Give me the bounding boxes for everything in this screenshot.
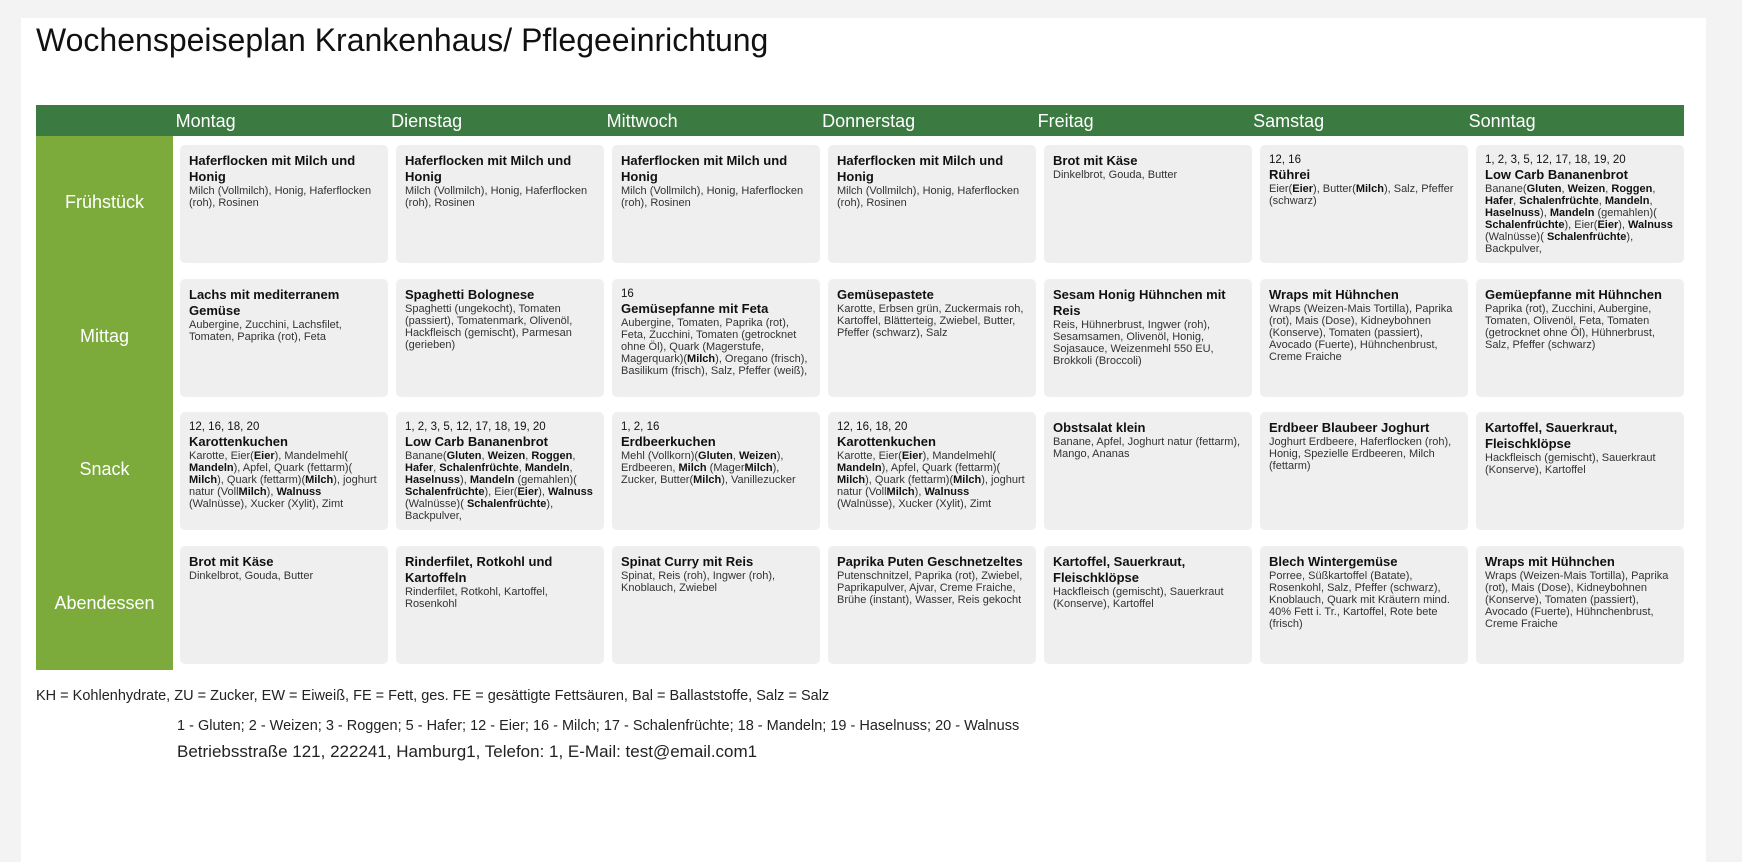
dish-ingredients: Wraps (Weizen-Mais Tortilla), Paprika (rot), Mais (Dose), Kidneybohnen (Konserve), Tomaten (passiert), Avocado (Fuerte), Hühnchenbrust, Creme Fraiche: [1269, 302, 1453, 363]
allergen-highlight: Milch: [837, 474, 866, 486]
dish-title: Karottenkuchen: [189, 434, 288, 449]
dish-title: Haferflocken mit Milch und Honig: [837, 153, 1004, 184]
dish-title: Erdbeer Blaubeer Joghurt: [1269, 420, 1430, 435]
dish-title: Brot mit Käse: [1053, 153, 1138, 168]
dish-title: Brot mit Käse: [189, 553, 274, 569]
allergen-highlight: Schalenfrüchte: [1485, 219, 1565, 231]
allergen-highlight: Hafer: [1485, 195, 1514, 207]
allergen-highlight: Schalenfrüchte: [1546, 231, 1627, 243]
dish-ingredients: Milch (Vollmilch), Honig, Haferflocken (roh), Rosinen: [837, 185, 1020, 209]
dish-ingredients: Paprika (rot), Zucchini, Aubergine, Tomaten, Olivenöl, Feta, Tomaten (getrocknet ohne Öl), Hühnerbrust, Salz, Pfeffer (schwarz): [1485, 302, 1655, 351]
dish-title: Rinderfilet, Rotkohl und Kartoffeln: [405, 553, 553, 585]
meal-cell[interactable]: [1476, 279, 1684, 397]
meal-cell[interactable]: [1476, 546, 1684, 664]
allergen-legend: 1 - Gluten; 2 - Weizen; 3 - Roggen; 5 - Hafer; 12 - Eier; 16 - Milch; 17 - Schalenfrüchte; 18 - Mandeln; 19 - Haselnuss; 20 - Walnuss: [177, 718, 1020, 734]
dish-title: Haferflocken mit Milch und Honig: [405, 153, 572, 184]
allergen-codes: 16: [621, 287, 634, 300]
dish-ingredients: Dinkelbrot, Gouda, Butter: [189, 569, 314, 582]
abbreviations-note: KH = Kohlenhydrate, ZU = Zucker, EW = Eiweiß, FE = Fett, ges. FE = gesättigte Fettsäuren, Bal = Ballaststoffe, Salz = Salz: [36, 688, 830, 704]
meal-cell[interactable]: [1260, 546, 1468, 664]
allergen-highlight: Milch: [693, 474, 722, 486]
dish-ingredients: Karotte, Erbsen grün, Zuckermais roh, Kartoffel, Blätterteig, Zwiebel, Butter, Pfeffer (schwarz), Salz: [837, 302, 1024, 339]
allergen-highlight: Schalenfrüchte: [405, 486, 485, 498]
meal-cell[interactable]: [180, 145, 388, 263]
meal-row: [36, 537, 1684, 671]
dish-title: Kartoffel, Sauerkraut, Fleischklöpse: [1485, 420, 1618, 451]
meal-cell[interactable]: [180, 412, 388, 530]
allergen-highlight: Eier: [253, 450, 275, 462]
allergen-highlight: Milch: [678, 462, 707, 474]
allergen-codes: 1, 2, 16: [621, 421, 660, 433]
meal-cell[interactable]: [396, 412, 604, 530]
allergen-highlight: Eier: [1597, 219, 1619, 231]
meal-cells: [173, 403, 1684, 537]
contact-address: Betriebsstraße 121, 222241, Hamburg1, Telefon: 1, E-Mail: test@email.com1: [177, 742, 758, 761]
allergen-highlight: Schalenfrüchte: [1519, 195, 1599, 207]
meal-cell[interactable]: [828, 546, 1036, 664]
dish-ingredients: Banane, Apfel, Joghurt natur (fettarm), Mango, Ananas: [1053, 436, 1241, 460]
meal-cell[interactable]: [1260, 412, 1468, 530]
dish-ingredients: Eier(Eier), Butter(Milch), Salz, Pfeffer (schwarz): [1269, 183, 1454, 207]
dish-title: Blech Wintergemüse: [1269, 553, 1398, 569]
day-header-samstag: Samstag: [1253, 111, 1325, 131]
dish-ingredients: Porree, Süßkartoffel (Batate), Rosenkohl, Salz, Pfeffer (schwarz), Knoblauch, Quark mit Kräutern mind. 40% Fett i. Tr., Kartoffel, Rote bete (frisch): [1269, 569, 1450, 630]
allergen-highlight: Milch: [886, 486, 915, 498]
day-header-row: [36, 105, 1684, 136]
dish-title: Wraps mit Hühnchen: [1269, 286, 1399, 302]
dish-ingredients: Dinkelbrot, Gouda, Butter: [1053, 169, 1178, 181]
dish-ingredients: Milch (Vollmilch), Honig, Haferflocken (roh), Rosinen: [405, 185, 588, 209]
allergen-highlight: Milch: [953, 474, 982, 486]
dish-ingredients: Spaghetti (ungekocht), Tomaten (passiert), Tomatenmark, Olivenöl, Hackfleisch (gemischt), Parmesan (gerieben): [405, 302, 573, 351]
dish-title: Wraps mit Hühnchen: [1485, 553, 1615, 569]
allergen-codes: 12, 16, 18, 20: [189, 421, 260, 433]
dish-title: Gemüsepastete: [837, 286, 934, 302]
allergen-highlight: Mandeln: [1549, 207, 1595, 219]
dish-ingredients: Wraps (Weizen-Mais Tortilla), Paprika (rot), Mais (Dose), Kidneybohnen (Konserve), Tomaten (passiert), Avocado (Fuerte), Hühnchenbrust, Creme Fraiche: [1485, 569, 1669, 630]
dish-ingredients: Reis, Hühnerbrust, Ingwer (roh), Sesamsamen, Olivenöl, Honig, Sojasauce, Weizenmehl 550 EU, Brokkoli (Broccoli): [1053, 318, 1214, 367]
allergen-codes: 12, 16: [1269, 154, 1301, 166]
dish-ingredients: Karotte, Eier(Eier), Mandelmehl( Mandeln), Apfel, Quark (fettarm)( Milch), Quark (fettarm)(Milch), joghurt natur (VollMilch), Walnuss (Walnüsse), Xucker (Xylit), Zimt: [837, 450, 1025, 510]
allergen-highlight: Eier: [901, 450, 923, 462]
dish-ingredients: Milch (Vollmilch), Honig, Haferflocken (roh), Rosinen: [189, 185, 372, 209]
allergen-highlight: Walnuss: [548, 486, 593, 498]
meal-cell[interactable]: [180, 279, 388, 397]
meal-row: [36, 403, 1684, 537]
meal-label: Mittag: [36, 270, 173, 404]
dish-title: Haferflocken mit Milch und Honig: [621, 153, 788, 184]
allergen-highlight: Weizen: [487, 450, 526, 462]
allergen-highlight: Mandeln: [469, 474, 515, 486]
dish-title: Rührei: [1269, 167, 1311, 182]
allergen-highlight: Walnuss: [1628, 219, 1673, 231]
dish-ingredients: Mehl (Vollkorn)(Gluten, Weizen), Erdbeeren, Milch (MagerMilch), Zucker, Butter(Milch), Vanillezucker: [621, 450, 796, 486]
allergen-codes: 12, 16, 18, 20: [837, 421, 908, 433]
dish-title: Haferflocken mit Milch und Honig: [189, 153, 356, 184]
header-corner: [36, 105, 176, 136]
day-header-sonntag: Sonntag: [1468, 111, 1536, 131]
allergen-highlight: Milch: [744, 462, 773, 474]
allergen-highlight: Walnuss: [276, 486, 322, 498]
dish-ingredients: Putenschnitzel, Paprika (rot), Zwiebel, Paprikapulver, Ajvar, Creme Fraiche, Brühe (instant), Wasser, Reis gekocht: [837, 569, 1023, 606]
allergen-highlight: Mandeln: [837, 462, 882, 474]
page-title: Wochenspeiseplan Krankenhaus/ Pflegeeinrichtung: [36, 22, 769, 58]
dish-ingredients: Spinat, Reis (roh), Ingwer (roh), Knoblauch, Zwiebel: [621, 569, 776, 594]
allergen-highlight: Milch: [238, 486, 267, 498]
dish-title: Gemüsepfanne mit Feta: [621, 300, 769, 316]
dish-title: Paprika Puten Geschnetzeltes: [837, 553, 1023, 569]
allergen-highlight: Roggen: [1611, 183, 1653, 195]
dish-ingredients: Banane(Gluten, Weizen, Roggen, Hafer, Schalenfrüchte, Mandeln, Haselnuss), Mandeln (gemahlen)( Schalenfrüchte), Eier(Eier), Walnuss (Walnüsse)( Schalenfrüchte), Backpulver,: [405, 450, 593, 522]
dish-title: Karottenkuchen: [837, 434, 936, 449]
day-header-montag: Montag: [175, 111, 236, 131]
meal-cell[interactable]: [1044, 412, 1252, 530]
meal-cell[interactable]: [612, 145, 820, 263]
dish-ingredients: Rinderfilet, Rotkohl, Kartoffel, Rosenkohl: [405, 585, 548, 610]
dish-ingredients: Aubergine, Zucchini, Lachsfilet, Tomaten, Paprika (rot), Feta: [189, 318, 342, 343]
allergen-highlight: Milch: [189, 474, 218, 486]
meal-cell[interactable]: [1260, 145, 1468, 263]
dish-ingredients: Hackfleisch (gemischt), Sauerkraut (Konserve), Kartoffel: [1053, 585, 1224, 610]
allergen-highlight: Roggen: [531, 450, 573, 462]
dish-ingredients: Milch (Vollmilch), Honig, Haferflocken (roh), Rosinen: [621, 185, 804, 209]
meal-cell[interactable]: [1260, 279, 1468, 397]
dish-title: Kartoffel, Sauerkraut, Fleischklöpse: [1053, 553, 1186, 585]
allergen-highlight: Weizen: [1567, 183, 1606, 195]
meal-row: [36, 136, 1684, 270]
allergen-highlight: Mandeln: [1604, 195, 1650, 207]
day-header-dienstag: Dienstag: [391, 111, 463, 131]
dish-ingredients: Karotte, Eier(Eier), Mandelmehl( Mandeln), Apfel, Quark (fettarm)( Milch), Quark (fettarm)(Milch), joghurt natur (VollMilch), Walnuss (Walnüsse), Xucker (Xylit), Zimt: [189, 450, 377, 510]
meal-cell[interactable]: [1044, 546, 1252, 664]
meal-cells: [173, 537, 1684, 671]
allergen-highlight: Gluten: [698, 450, 733, 462]
meal-label: Snack: [36, 403, 173, 537]
day-header-freitag: Freitag: [1037, 111, 1094, 131]
dish-ingredients: Aubergine, Tomaten, Paprika (rot), Feta, Zucchini, Tomaten (getrocknet ohne Öl), Quark (Magerstufe, Magerquark)(Milch), Oregano (frisch), Basilikum (frisch), Salz, Pfeffer (weiß),: [621, 316, 808, 377]
dish-ingredients: Hackfleisch (gemischt), Sauerkraut (Konserve), Kartoffel: [1485, 452, 1656, 476]
meal-cell[interactable]: [828, 279, 1036, 397]
meal-cell[interactable]: [396, 279, 604, 397]
allergen-codes: 1, 2, 3, 5, 12, 17, 18, 19, 20: [405, 421, 546, 433]
meal-cell[interactable]: [1476, 145, 1684, 263]
dish-title: Low Carb Bananenbrot: [405, 434, 549, 449]
dish-title: Obstsalat klein: [1053, 420, 1146, 435]
meal-cell[interactable]: [180, 546, 388, 664]
meal-cells: [173, 136, 1684, 270]
meal-cell[interactable]: [1476, 412, 1684, 530]
dish-title: Erdbeerkuchen: [621, 434, 716, 449]
dish-title: Spaghetti Bolognese: [405, 286, 535, 302]
meal-cell[interactable]: [1044, 279, 1252, 397]
meal-label: Abendessen: [36, 537, 173, 671]
meal-cell[interactable]: [612, 412, 820, 530]
allergen-highlight: Gluten: [446, 450, 482, 462]
allergen-highlight: Eier: [1292, 183, 1314, 195]
day-header-donnerstag: Donnerstag: [822, 111, 916, 131]
allergen-highlight: Haselnuss: [405, 474, 461, 486]
allergen-highlight: Gluten: [1526, 183, 1562, 195]
allergen-highlight: Walnuss: [924, 486, 970, 498]
allergen-highlight: Milch: [1355, 183, 1384, 195]
meal-label: Frühstück: [36, 136, 173, 270]
meal-cell[interactable]: [828, 145, 1036, 263]
allergen-highlight: Mandeln: [189, 462, 234, 474]
meal-plan-table: [36, 105, 1684, 670]
meal-cell[interactable]: [612, 546, 820, 664]
allergen-highlight: Schalenfrüchte: [439, 462, 519, 474]
dish-title: Spinat Curry mit Reis: [621, 553, 754, 569]
dish-ingredients: Banane(Gluten, Weizen, Roggen, Hafer, Schalenfrüchte, Mandeln, Haselnuss), Mandeln (gemahlen)( Schalenfrüchte), Eier(Eier), Walnuss (Walnüsse)( Schalenfrüchte), Backpulver,: [1485, 183, 1673, 255]
allergen-highlight: Milch: [687, 352, 716, 365]
meal-cell[interactable]: [828, 412, 1036, 530]
meal-cell[interactable]: [1044, 145, 1252, 263]
meal-cell[interactable]: [612, 279, 820, 397]
meal-row: [36, 270, 1684, 404]
meal-cell[interactable]: [396, 546, 604, 664]
allergen-highlight: Schalenfrüchte: [466, 498, 547, 510]
allergen-highlight: Weizen: [739, 450, 777, 462]
allergen-highlight: Haselnuss: [1485, 207, 1541, 219]
meal-cells: [173, 270, 1684, 404]
dish-title: Lachs mit mediterranem Gemüse: [189, 286, 340, 318]
allergen-highlight: Milch: [305, 474, 334, 486]
meal-cell[interactable]: [396, 145, 604, 263]
allergen-codes: 1, 2, 3, 5, 12, 17, 18, 19, 20: [1485, 154, 1626, 166]
day-header-mittwoch: Mittwoch: [606, 111, 678, 131]
dish-title: Sesam Honig Hühnchen mit Reis: [1053, 286, 1226, 318]
allergen-highlight: Hafer: [405, 462, 434, 474]
dish-title: Gemüepfanne mit Hühnchen: [1485, 286, 1662, 302]
dish-ingredients: Joghurt Erdbeere, Haferflocken (roh), Honig, Spezielle Erdbeeren, Milch (fettarm): [1269, 436, 1452, 472]
dish-title: Low Carb Bananenbrot: [1485, 167, 1629, 182]
allergen-highlight: Mandeln: [524, 462, 570, 474]
allergen-highlight: Eier: [517, 486, 539, 498]
